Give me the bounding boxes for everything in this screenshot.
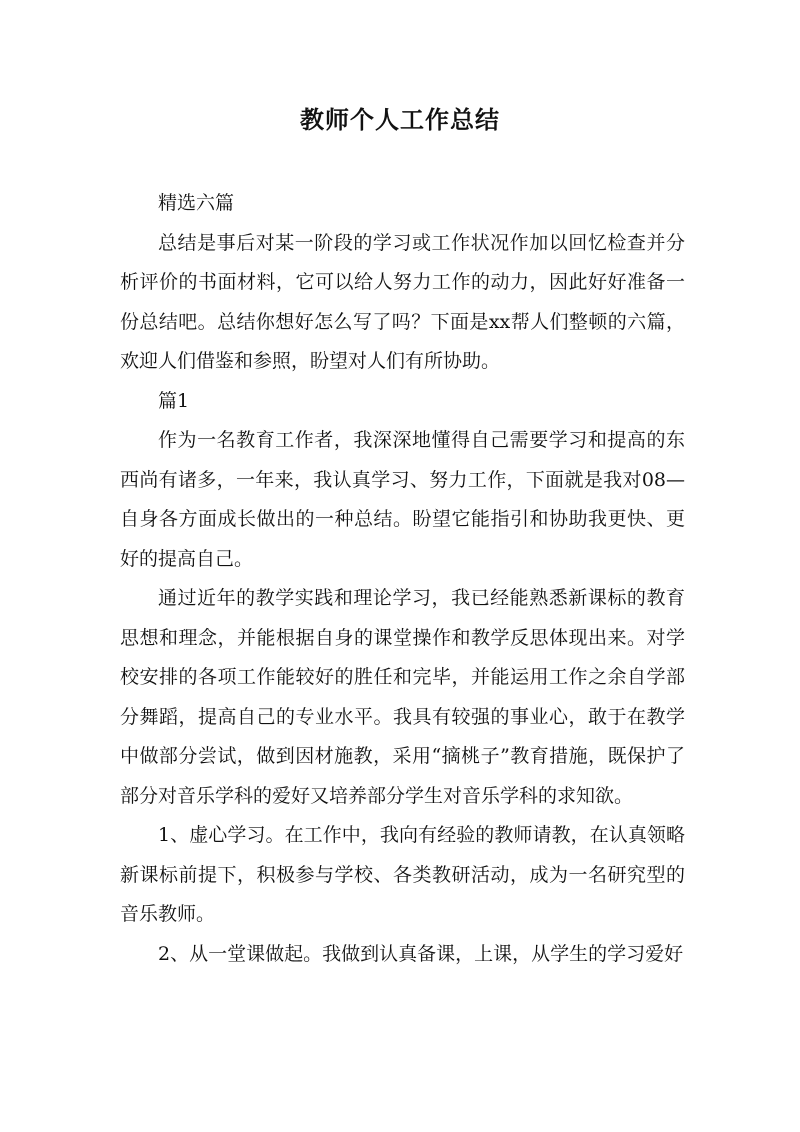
list-item-paragraph: 1、虚心学习。在工作中，我向有经验的教师请教，在认真领略新课标前提下，积极参与学校、各类教研活动，成为一名研究型的音乐教师。 xyxy=(120,824,685,925)
subtitle-paragraph: 精选六篇 xyxy=(158,192,235,214)
document-title: 教师个人工作总结 xyxy=(300,105,500,134)
list-item-paragraph: 2、从一堂课做起。我做到认真备课，上课，从学生的学习爱好 xyxy=(158,942,684,965)
intro-paragraph: 总结是事后对某一阶段的学习或工作状况作加以回忆检查并分析评价的书面材料，它可以给人努力工作的动力，因此好好准备一份总结吧。总结你想好怎么写了吗？下面是xx帮人们整顿的六篇，欢迎人们借鉴和参照，盼望对人们有所协助。 xyxy=(120,231,685,372)
section-heading: 篇1 xyxy=(158,389,190,412)
body-paragraph: 通过近年的教学实践和理论学习，我已经能熟悉新课标的教育思想和理念，并能根据自身的课堂操作和教学反思体现出来。对学校安排的各项工作能较好的胜任和完毕，并能运用工作之余自学部分舞蹈，提高自己的专业水平。我具有较强的事业心，敢于在教学中做部分尝试，做到因材施教，采用“摘桃子”教育措施，既保护了部分对音乐学科的爱好又培养部分学生对音乐学科的求知欲。 xyxy=(120,587,685,807)
document-body xyxy=(120,184,685,974)
body-paragraph: 作为一名教育工作者，我深深地懂得自己需要学习和提高的东西尚有诸多，一年来，我认真学习、努力工作，下面就是我对08—自身各方面成长做出的一种总结。盼望它能指引和协助我更快、更好的提高自己。 xyxy=(120,429,685,570)
